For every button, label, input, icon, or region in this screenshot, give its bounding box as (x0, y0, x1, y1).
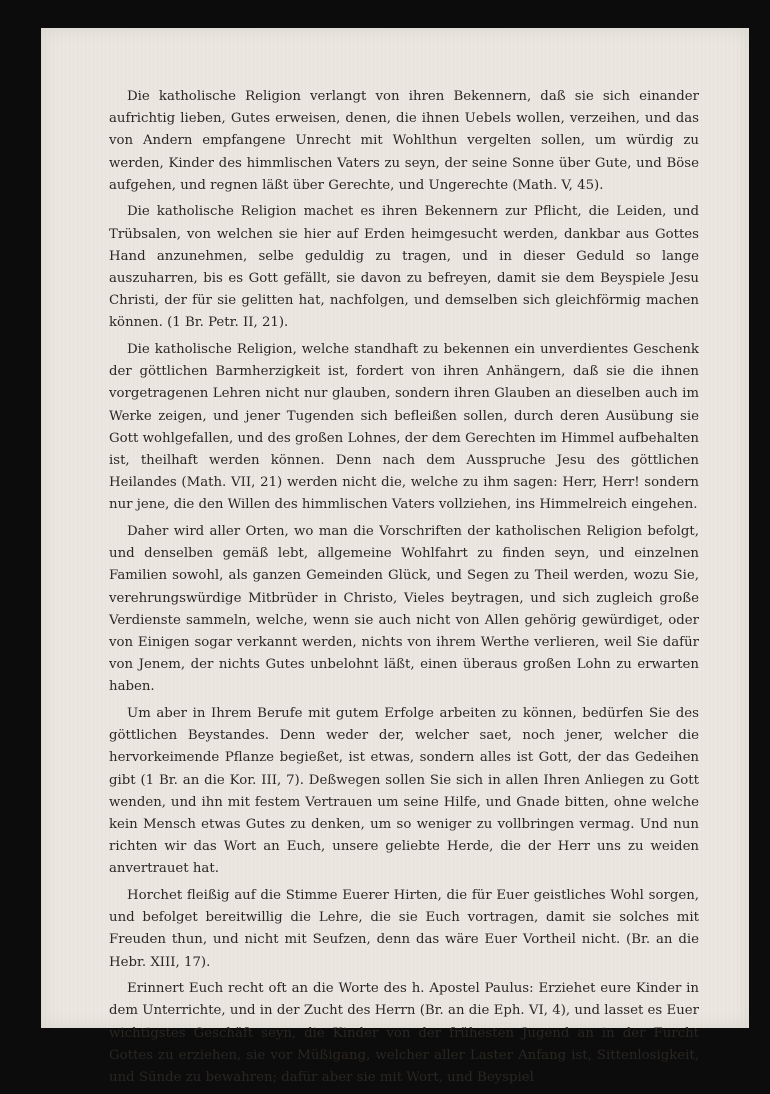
paragraph: Erinnert Euch recht oft an die Worte des h. Apostel Paulus: Erziehet eure Kinder in dem Unterrichte, und in der Zucht des Herrn (Br. an die Eph. VI, 4), und lasset es Euer wichtigstes Geschäft seyn, die Kinder von der frühesten Jugend an in der Furcht Gottes zu erziehen, sie vor Müßigang, welcher aller Laster Anfang ist, Sittenlosigkeit, und Sünde zu bewahren; dafür aber sie mit Wort, und Beyspiel (109, 981, 699, 1086)
paragraph: Die katholische Religion, welche standhaft zu bekennen ein unverdientes Geschenk der göttlichen Barmherzigkeit ist, fordert von ihren Anhängern, daß sie die ihnen vorgetragenen Lehren nicht nur glauben, sondern ihren Glauben an dieselben auch im Werke zeigen, und jener Tugenden sich befleißen sollen, durch deren Ausübung sie Gott wohlgefallen, und des großen Lohnes, der dem Gerechten im Himmel aufbehalten ist, theilhaft werden können. Denn nach dem Ausspruche Jesu des göttlichen Heilandes (Math. VII, 21) werden nicht die, welche zu ihm sagen: Herr, Herr! sondern nur jene, die den Willen des himmlischen Vaters vollziehen, ins Himmelreich eingehen. (109, 342, 699, 513)
paper-sheet (41, 28, 749, 1086)
paragraph: Die katholische Religion verlangt von ihren Bekennern, daß sie sich einander aufrichtig lieben, Gutes erweisen, denen, die ihnen Uebels wollen, verzeihen, und das von Andern empfangene Unrecht mit Wohlthun vergelten sollen, um würdig zu werden, Kinder des himmlischen Vaters zu seyn, der seine Sonne über Gute, und Böse aufgehen, und regnen läßt über Gerechte, und Ungerechte (Math. V, 45). (109, 89, 699, 193)
paragraph: Um aber in Ihrem Berufe mit gutem Erfolge arbeiten zu können, bedürfen Sie des göttlichen Beystandes. Denn weder der, welcher saet, noch jener, welcher die hervorkeimende Pflanze begießet, ist etwas, sondern alles ist Gott, der das Gedeihen gibt (1 Br. an die Kor. III, 7). Deßwegen sollen Sie sich in allen Ihren Anliegen zu Gott wenden, und ihn mit festem Vertrauen um seine Hilfe, und Gnade bitten, ohne welche kein Mensch etwas Gutes zu denken, um so weniger zu vollbringen vermag. Und nun richten wir das Wort an Euch, unsere geliebte Herde, die der Herr uns zu weiden anvertrauet hat. (109, 706, 699, 877)
paragraph: Die katholische Religion machet es ihren Bekennern zur Pflicht, die Leiden, und Trübsalen, von welchen sie hier auf Erden heimgesucht werden, dankbar aus Gottes Hand anzunehmen, selbe geduldig zu tragen, und in dieser Geduld so lange auszuharren, bis es Gott gefällt, sie davon zu befreyen, damit sie dem Beyspiele Jesu Christi, der für sie gelitten hat, nachfolgen, und demselben sich gleichförmig machen können. (1 Br. Petr. II, 21). (109, 204, 699, 331)
paragraph: Horchet fleißig auf die Stimme Euerer Hirten, die für Euer geistliches Wohl sorgen, und befolget bereitwillig die Lehre, die sie Euch vortragen, damit sie solches mit Freuden thun, und nicht mit Seufzen, denn das wäre Euer Vortheil nicht. (Br. an die Hebr. XIII, 17). (109, 888, 699, 970)
paragraph: Daher wird aller Orten, wo man die Vorschriften der katholischen Religion befolgt, und denselben gemäß lebt, allgemeine Wohlfahrt zu finden seyn, und einzelnen Familien sowohl, als ganzen Gemeinden Glück, und Segen zu Theil werden, wozu Sie, verehrungswürdige Mitbrüder in Christo, Vieles beytragen, und sich zugleich große Verdienste sammeln, welche, wenn sie auch nicht von Allen gehörig gewürdiget, oder von Einigen sogar verkannt werden, nichts von ihrem Werthe verlieren, weil Sie dafür von Jenem, der nichts Gutes unbelohnt läßt, einen überaus großen Lohn zu erwarten haben. (109, 524, 699, 695)
document-body (109, 86, 699, 1094)
